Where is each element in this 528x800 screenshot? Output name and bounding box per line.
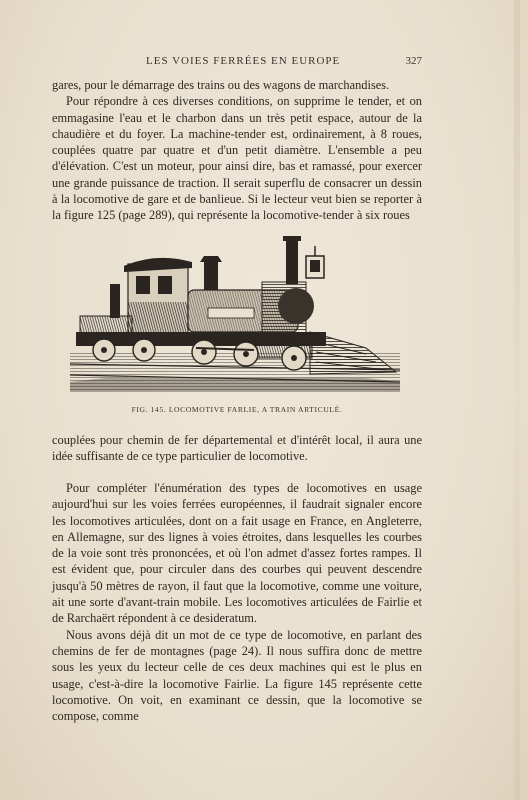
figure-caption: FIG. 145. LOCOMOTIVE FARLIE, A TRAIN ARTICULÉ. <box>131 405 343 414</box>
paragraph: Nous avons déjà dit un mot de ce type de locomotive, en parlant des chemins de fer de montagnes (page 24). Il nous suffira donc de mettre sous les yeux du lecteur celle de ces deux machines qui est le plus en usage, c'est-à-dire la locomotive Fairlie. La figure 145 représente cette locomotive. On voit, en examinant ce dessin, que la locomotive se compose, comme <box>52 627 422 724</box>
paragraph: gares, pour le démarrage des trains ou des wagons de marchandises. <box>52 78 390 92</box>
text-block-after-figure <box>52 432 422 465</box>
page-number: 327 <box>405 55 422 67</box>
locomotive-engraving <box>66 232 404 400</box>
page-edge <box>514 0 520 800</box>
text-block-top <box>52 77 422 224</box>
paragraph: couplées pour chemin de fer départemental et d'intérêt local, il aura une idée suffisante de ce type particulier de locomotive. <box>52 433 422 464</box>
running-title: LES VOIES FERRÉES EN EUROPE <box>146 55 341 67</box>
text-block-bottom <box>52 480 422 724</box>
paragraph: Pour répondre à ces diverses conditions, on supprime le tender, et on emmagasine l'eau et le charbon dans un très petit espace, autour de la chaudière et du foyer. La machine-tender est, ordinairement, à 8 roues, couplées quatre par quatre et d'un petit diamètre. L'ensemble a peu d'élévation. C'est un moteur, pour ainsi dire, bas et ramassé, pour exercer une grande puissance de traction. Il serait superflu de consacrer un dessin à la locomotive de gare et de banlieue. Si le lecteur veut bien se reporter à la figure 125 (page 289), qui représente la locomotive-tender à six roues <box>52 94 422 223</box>
paragraph: Pour compléter l'énumération des types de locomotives en usage aujourd'hui sur les voies ferrées européennes, il faudrait signaler encore les locomotives articulées, dont on a fait usage en France, en Angleterre, en Allemagne, sur des lignes à voies étroites, dans lesquelles les courbes de la voie sont très prononcées, et où l'on admet d'assez fortes rampes. Il est évident que, pour circuler dans des courbes qui peuvent descendre jusqu'à 50 mètres de rayon, il faut que la locomotive, comme une voiture, ait une sorte d'avant-train mobile. Les locomotives articulées de Fairlie et de Rarchaërt répondent à ce desideratum. <box>52 481 422 626</box>
